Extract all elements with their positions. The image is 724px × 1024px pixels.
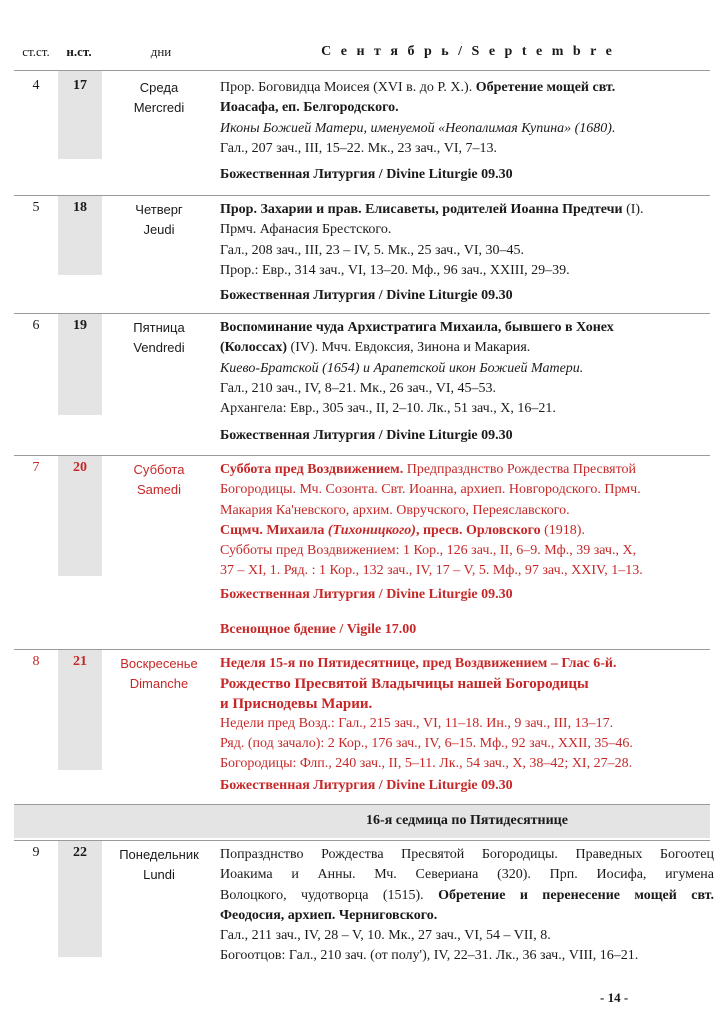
row-divider [14,455,710,456]
readings-line: Архангела: Евр., 305 зач., II, 2–10. Лк., 51 зач., X, 16–21. [220,401,556,417]
entry-line: Сщмч. Михаила [220,522,328,538]
weekday-ru: Воскресенье [120,656,198,671]
readings-line: Богородицы: Флп., 240 зач., II, 5–11. Лк., 54 зач., X, 38–42; XI, 27–28. [220,756,633,771]
entry-line: Предпразднство Рождества Пресвятой [403,462,637,477]
liturgy-line: Божественная Литургия / Divine Liturgie 09.30 [220,778,513,793]
entry-line: (Колоссах) [220,340,288,356]
old-date: 8 [32,654,40,669]
entry-line: (IV). Мчч. Евдоксия, Зинона и Макария. [287,340,531,356]
entry-line: (I). [622,202,644,217]
entry-text [220,845,714,967]
readings-line: Гал., 208 зач., III, 23 – IV, 5. Мк., 25 зач., VI, 30–45. [220,242,524,258]
header-new-style: н.ст. [66,44,92,59]
row-divider [14,649,710,650]
entry-line: Суббота пред Воздвижением. [220,462,404,477]
weekday-fr: Samedi [136,482,182,497]
entry-line: (1918). [540,522,585,538]
vigil-line: Всенощное бдение / Vigile 17.00 [220,622,417,637]
weekday [108,654,210,694]
weekday-ru: Четверг [135,202,183,217]
liturgy-line: Божественная Литургия / Divine Liturgie 09.30 [220,428,513,443]
row-divider [14,313,710,314]
readings-line: Гал., 210 зач., IV, 8–21. Мк., 26 зач., VI, 45–53. [220,380,497,396]
entry-line: Волоцкого, чудотворца (1515). [220,887,439,903]
table-header [0,44,724,64]
entry-line: Макария Ка'невского, архим. Овручского, Переяславского. [220,502,570,518]
weekday-fr: Mercredi [133,100,185,115]
entry-line: Иоасафа, еп. Белгородского. [220,100,399,116]
new-date: 17 [73,78,87,93]
liturgy-line: Божественная Литургия / Divine Liturgie 09.30 [220,587,513,602]
entry-line: Иконы Божией Матери, именуемой «Неопалимая Купина» (1680). [220,120,616,136]
readings-line: Гал., 207 зач., III, 15–22. Мк., 23 зач., VI, 7–13. [220,140,498,156]
readings-line: Ряд. (под зачало): 2 Кор., 176 зач., IV, 6–15. Мф., 92 зач., XXII, 35–46. [220,736,633,751]
readings-line: Гал., 211 зач., IV, 28 – V, 10. Мк., 27 зач., VI, 54 – VII, 8. [220,928,551,944]
new-date: 18 [73,200,87,215]
entry-line: Воспоминание чуда Архистратига Михаила, бывшего в Хонех [220,320,614,335]
page-number: - 14 - [600,990,629,1005]
week-band [14,805,710,838]
entry-line: Обретение и перенесение мощей свт. [438,887,714,903]
row-divider [14,70,710,71]
weekday-ru: Пятница [133,320,185,335]
readings-line: Недели пред Возд.: Гал., 215 зач., VI, 11–18. Ин., 9 зач., III, 13–17. [220,716,614,731]
readings-line: Богоотцов: Гал., 210 зач. (от полу'), IV, 22–31. Лк., 36 зач., VIII, 16–21. [220,948,639,964]
entry-line: Феодосия, архиеп. Черниговского. [220,907,438,923]
header-month: С е н т я б р ь / S e p t e m b r e [321,44,615,59]
week-band-title: 16-я седмица по Пятидесятнице [366,813,568,828]
entry-line: и Приснодевы Марии. [220,696,373,712]
entry-line: Киево-Братской (1654) и Арапетской икон Божией Матери. [220,360,584,376]
weekday [108,460,210,500]
old-date: 7 [32,460,40,475]
weekday-fr: Vendredi [133,340,185,355]
header-days: дни [150,44,172,59]
header-old-style: ст.ст. [22,44,50,59]
old-date: 9 [32,845,40,860]
entry-line: , пресв. Орловского [415,522,541,538]
entry-line: Богородицы. Мч. Созонта. Свт. Иоанна, архиеп. Новгородского. Прмч. [220,482,641,498]
entry-line: Прор. Боговидца Моисея (XVI в. до Р. Х.). [220,80,476,95]
old-date: 5 [32,200,40,215]
entry-line: Обретение мощей свт. [475,80,616,95]
weekday [108,318,210,358]
entry-line: Прор. Захарии и прав. Елисаветы, родителей Иоанна Предтечи [220,202,623,217]
new-date: 20 [73,460,87,475]
row-divider [14,840,710,841]
new-date: 19 [73,318,87,333]
new-date: 21 [73,654,87,669]
weekday-ru: Среда [139,80,179,95]
entry-line: Неделя 15-я по Пятидесятнице, пред Воздвижением – Глас 6-й. [220,656,617,671]
row-divider [14,195,710,196]
weekday-fr: Jeudi [143,222,175,237]
readings-line: 37 – XI, 1. Ряд. : 1 Кор., 132 зач., IV, 17 – V, 5. Мф., 97 зач., XXIV, 1–13. [220,563,643,579]
entry-line: Рождество Пресвятой Владычицы нашей Богородицы [220,676,589,692]
weekday-fr: Lundi [143,867,175,882]
entry-line: (Тихоницкого) [327,522,416,538]
entry-text [220,318,714,419]
old-date: 6 [32,318,40,333]
entry-text [220,460,714,582]
entry-line: Прмч. Афанасия Брестского. [220,222,392,238]
entry-text [220,200,714,281]
new-date: 22 [73,845,87,860]
readings-line: Прор.: Евр., 314 зач., VI, 13–20. Мф., 96 зач., XXIII, 29–39. [220,262,570,278]
weekday-ru: Суббота [133,462,185,477]
weekday [108,78,210,118]
liturgy-line: Божественная Литургия / Divine Liturgie 09.30 [220,167,513,182]
readings-line: Субботы пред Воздвижением: 1 Кор., 126 зач., II, 6–9. Мф., 39 зач., X, [220,543,637,559]
entry-line: Иоакима и Анны. Мч. Севериана (320). Прп. Иосифа, игумена [220,867,714,883]
weekday-fr: Dimanche [129,676,189,691]
liturgy-line: Божественная Литургия / Divine Liturgie 09.30 [220,288,513,303]
entry-text [220,654,714,774]
entry-line: Попразднство Рождества Пресвятой Богородицы. Праведных Богоотец [220,847,714,862]
old-date: 4 [32,78,40,93]
entry-text [220,78,714,159]
weekday [108,845,210,885]
weekday-ru: Понедельник [119,847,199,862]
weekday [108,200,210,240]
